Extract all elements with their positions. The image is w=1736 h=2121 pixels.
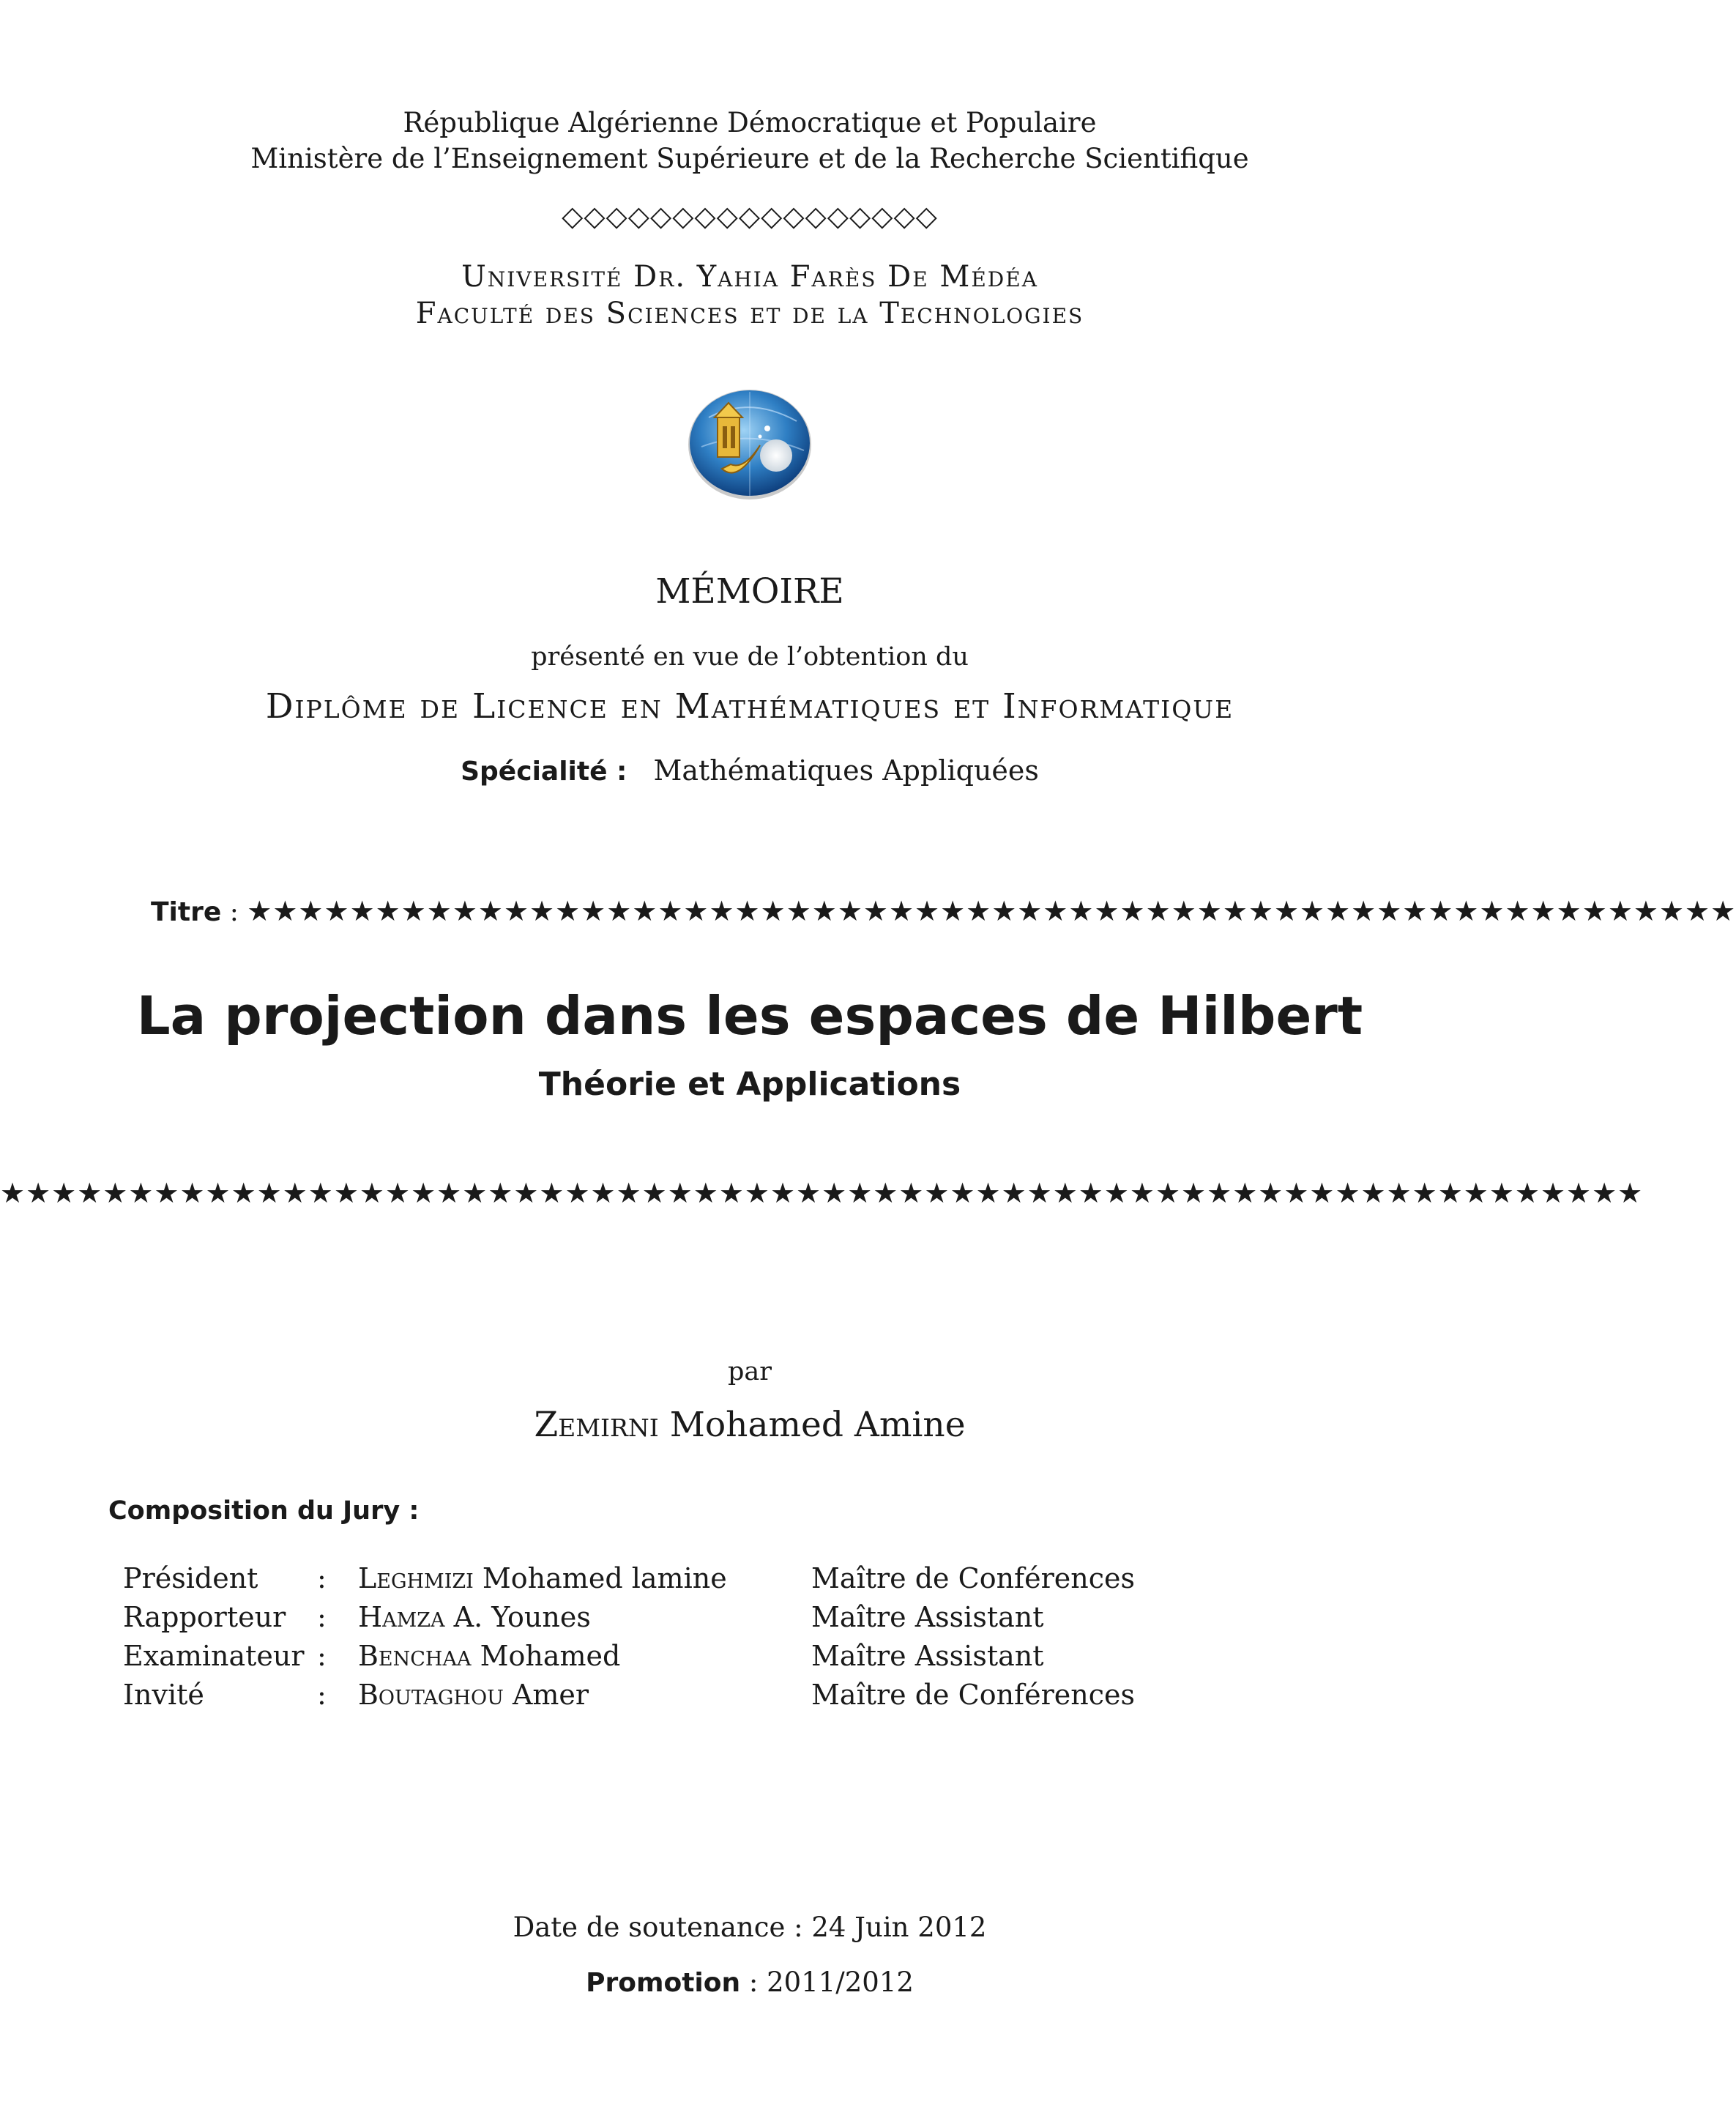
jury-rank: Maître Assistant bbox=[811, 1601, 1044, 1633]
university-name: Université Dr. Yahia Farès De Médéa bbox=[461, 260, 1038, 294]
promotion-label: Promotion bbox=[586, 1968, 741, 1998]
jury-role: Examinateur bbox=[123, 1640, 305, 1672]
jury-first-name: Amer bbox=[512, 1679, 589, 1711]
jury-last-name: Hamza bbox=[358, 1601, 445, 1633]
jury-rank: Maître Assistant bbox=[811, 1640, 1044, 1672]
author-name bbox=[0, 1405, 1500, 1445]
presented-text: présenté en vue de l’obtention du bbox=[531, 642, 969, 672]
defense-date-value: 24 Juin 2012 bbox=[811, 1912, 987, 1943]
jury-first-name: Mohamed lamine bbox=[482, 1562, 727, 1594]
jury-role: Président bbox=[123, 1562, 258, 1594]
jury-role: Invité bbox=[123, 1679, 204, 1711]
thesis-subtitle: Théorie et Applications bbox=[538, 1066, 961, 1103]
jury-last-name: Boutaghou bbox=[358, 1679, 504, 1711]
jury-row bbox=[0, 1679, 1500, 1718]
diamond-separator: ◇◇◇◇◇◇◇◇◇◇◇◇◇◇◇◇◇ bbox=[562, 200, 938, 232]
titre-separator: : bbox=[221, 897, 247, 927]
jury-first-name: A. Younes bbox=[453, 1601, 591, 1633]
jury-rank: Maître de Conférences bbox=[811, 1562, 1135, 1594]
speciality-line bbox=[0, 754, 1500, 787]
jury-name bbox=[358, 1679, 589, 1711]
jury-last-name: Leghmizi bbox=[358, 1562, 474, 1594]
author-last-name: Zemirni bbox=[534, 1405, 659, 1445]
defense-date-label: Date de soutenance : bbox=[513, 1912, 803, 1943]
jury-colon: : bbox=[317, 1640, 327, 1672]
jury-name bbox=[358, 1640, 620, 1672]
jury-row bbox=[0, 1601, 1500, 1641]
jury-first-name: Mohamed bbox=[480, 1640, 621, 1672]
country-line: République Algérienne Démocratique et Populaire bbox=[403, 107, 1097, 138]
jury-name bbox=[358, 1562, 727, 1594]
titre-line bbox=[151, 895, 1736, 927]
star-row-top: ★★★★★★★★★★★★★★★★★★★★★★★★★★★★★★★★★★★★★★★★★★★★★★★★★★★★★★★★★★ bbox=[247, 895, 1736, 927]
jury-rank: Maître de Conférences bbox=[811, 1679, 1135, 1711]
author-first-names: Mohamed Amine bbox=[669, 1405, 966, 1445]
jury-colon: : bbox=[317, 1562, 327, 1594]
speciality-value: Mathématiques Appliquées bbox=[653, 754, 1039, 787]
jury-colon: : bbox=[317, 1679, 327, 1711]
memoire-heading: MÉMOIRE bbox=[655, 571, 844, 612]
par-text: par bbox=[727, 1357, 772, 1386]
ministry-line: Ministère de l’Enseignement Supérieure et de la Recherche Scientifique bbox=[250, 143, 1249, 174]
star-row-bottom: ★★★★★★★★★★★★★★★★★★★★★★★★★★★★★★★★★★★★★★★★★★★★★★★★★★★★★★★★★★★★★★★★ bbox=[0, 1177, 1644, 1209]
jury-colon: : bbox=[317, 1601, 327, 1633]
faculty-name: Faculté des Sciences et de la Technologies bbox=[415, 297, 1084, 330]
thesis-title: La projection dans les espaces de Hilbert bbox=[136, 985, 1363, 1047]
speciality-label: Spécialité : bbox=[461, 757, 627, 787]
promotion-value: 2011/2012 bbox=[767, 1966, 914, 1998]
jury-row bbox=[0, 1562, 1500, 1602]
jury-last-name: Benchaa bbox=[358, 1640, 472, 1672]
promotion-line: Promotion : 2011/2012 bbox=[586, 1966, 914, 1998]
jury-row bbox=[0, 1640, 1500, 1679]
jury-role: Rapporteur bbox=[123, 1601, 286, 1633]
university-seal-logo bbox=[687, 388, 813, 501]
jury-heading: Composition du Jury : bbox=[108, 1496, 420, 1526]
jury-name bbox=[358, 1601, 591, 1633]
diploma-name: Diplôme de Licence en Mathématiques et Informatique bbox=[265, 686, 1234, 727]
titre-label: Titre bbox=[151, 897, 222, 927]
defense-date-line bbox=[0, 1912, 1500, 1943]
